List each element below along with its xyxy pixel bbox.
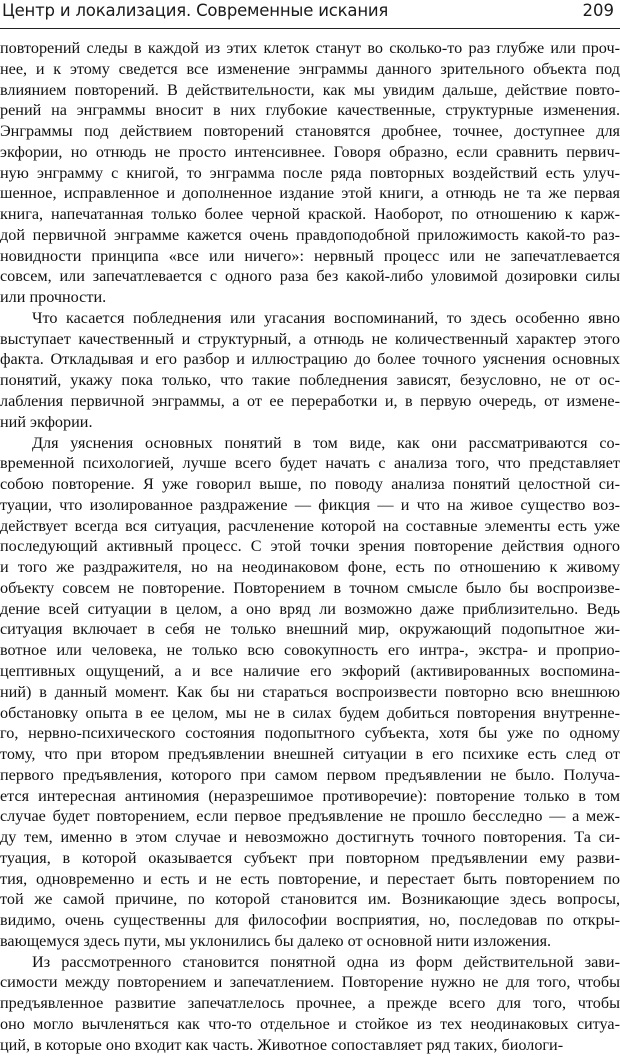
text-line: рений на энграммы вносит в них глубокие качественные, структурные изменения. bbox=[0, 101, 620, 120]
text-line: тому, что при втором предъявлении внешней ситуации в его психике есть след от bbox=[0, 745, 620, 764]
text-line: го, нервно-психического состояния подопытного субъекта, хотя бы уже по одному bbox=[0, 724, 620, 743]
text-line: симости между повторением и запечатлением. Повторение нужно не для того, чтобы bbox=[0, 973, 620, 992]
text-line: ситуация включает в себя не только внешний мир, окружающий подопытное жи- bbox=[0, 620, 620, 639]
text-line: Из рассмотренного становится понятной одна из форм действительной зави- bbox=[32, 952, 620, 971]
text-line: обстановку опыта в ее целом, мы не в силах будем добиться повторения внутренне- bbox=[0, 703, 620, 722]
text-line: оно могло вычленяться как что-то отдельное и стойкое из тех неодинаковых ситуа- bbox=[0, 1014, 620, 1033]
text-line: временной психологией, лучше всего будет начать с анализа того, что представляет bbox=[0, 454, 620, 473]
text-line: экфории, но отнюдь не просто интенсивнее. Говоря образно, если сравнить первич- bbox=[0, 142, 620, 161]
text-line: ний) в данный момент. Как бы ни стараться воспроизвести повторно всю внешнюю bbox=[0, 682, 620, 701]
text-line: выступает качественный и структурный, а отнюдь не количественный характер этого bbox=[0, 329, 620, 348]
text-line: Для уяснения основных понятий в том виде, как они рассматриваются со- bbox=[32, 433, 620, 452]
text-line: цептивных ощущений, а и все наличие его экфорий (активированных воспомина- bbox=[0, 661, 620, 680]
running-title: Центр и локализация. Современные искания bbox=[2, 1, 389, 20]
text-line: вающемуся здесь пути, мы уклонились бы далеко от основной нити изложения. bbox=[0, 931, 552, 950]
paragraph bbox=[0, 952, 620, 1056]
text-line: видимо, очень существенны для философии восприятия, но, последовав по откры- bbox=[0, 911, 620, 930]
text-line: дение всей ситуации в целом, а оно вряд ли возможно даже приблизительно. Ведь bbox=[0, 599, 620, 618]
paragraph bbox=[0, 433, 620, 952]
text-line: влиянием повторений. В действительности, как мы увидим дальше, действие повто- bbox=[0, 80, 620, 99]
text-line: понятий, укажу пока только, что такие побледнения зависят, безусловно, не от ос- bbox=[0, 371, 620, 390]
text-line: объекту совсем не повторение. Повторением в точном смысле было бы воспроизве- bbox=[0, 578, 620, 597]
text-line: собою повторение. Я уже говорил выше, по поводу анализа понятий целостной си- bbox=[0, 475, 620, 494]
body-text bbox=[0, 38, 620, 1056]
text-line: последующий активный процесс. С этой точки зрения повторение действия одного bbox=[0, 537, 620, 556]
text-line: книга, напечатанная только более черной краской. Наоборот, по отношению к карж- bbox=[0, 205, 620, 224]
text-line: повторений следы в каждой из этих клеток станут во сколько-то раз глубже или проч- bbox=[0, 39, 620, 57]
text-line: шенное, исправленное и дополненное издание этой книги, а отнюдь не та же первая bbox=[0, 184, 620, 203]
text-line: или прочности. bbox=[0, 288, 107, 307]
paragraph bbox=[0, 308, 620, 433]
text-line: ную энграмму с книгой, то энграмма после ряда повторных воздействий есть улуч- bbox=[0, 163, 620, 182]
running-header bbox=[0, 0, 620, 29]
text-line: ний экфории. bbox=[0, 412, 93, 431]
text-line: той же самой причине, по которой становится им. Возникающие здесь вопросы, bbox=[0, 890, 620, 909]
text-line: туации, что изолированное раздражение — фикция — и что на живое существо воз- bbox=[0, 495, 620, 514]
text-line: ется интересная антиномия (неразрешимое противоречие): повторение только в том bbox=[0, 786, 620, 805]
page-number: 209 bbox=[582, 1, 614, 20]
text-line: первого предъявления, которого при самом первом предъявлении не было. Получа- bbox=[0, 765, 620, 784]
text-line: новидности принципа «все или ничего»: нервный процесс или не запечатлевается bbox=[0, 246, 620, 265]
text-line: факта. Откладывая и его разбор и иллюстрацию до более точного уяснения основных bbox=[0, 350, 620, 369]
text-line: туация, в которой оказывается субъект при повторном предъявлении ему разви- bbox=[0, 848, 620, 867]
text-line: лабления первичной энграммы, а от ее переработки и, в первую очередь, от измене- bbox=[0, 392, 620, 411]
text-line: ций, в которые оно входит как часть. Животное сопоставляет ряд таких, биологи- bbox=[0, 1035, 564, 1054]
text-line: Энграммы под действием повторений становятся дробнее, точнее, доступнее для bbox=[0, 122, 620, 141]
text-line: и того же раздражителя, но на неодинаковом фоне, есть по отношению к живому bbox=[0, 558, 620, 577]
text-line: ду тем, именно в этом случае и невозможно достигнуть точного повторения. Та си- bbox=[0, 828, 620, 847]
text-line: случае будет повторением, если первое предъявление не прошло бесследно — а меж- bbox=[0, 807, 620, 826]
text-line: Что касается побледнения или угасания воспоминаний, то здесь особенно явно bbox=[32, 308, 620, 327]
text-line: дой первичной энграмме кажется очень правдоподобной приложимость какой-то раз- bbox=[0, 225, 620, 244]
text-line: нее, и к этому сведется все изменение энграммы данного зрительного объекта под bbox=[0, 59, 620, 78]
text-line: предъявленное развитие запечатлелось прочнее, а прежде всего для того, чтобы bbox=[0, 994, 620, 1013]
text-line: совсем, или запечатлевается с одного раза без какой-либо уловимой дозировки силы bbox=[0, 267, 620, 286]
text-line: тия, одновременно и есть и не есть повторение, и перестает быть повторением по bbox=[0, 869, 620, 888]
paragraph bbox=[0, 38, 620, 308]
text-line: действует всегда вся ситуация, расчленение которой на составные элементы есть уже bbox=[0, 516, 620, 535]
text-line: вотное или человека, не только всю совокупность его интра-, экстра- и проприо- bbox=[0, 641, 620, 660]
